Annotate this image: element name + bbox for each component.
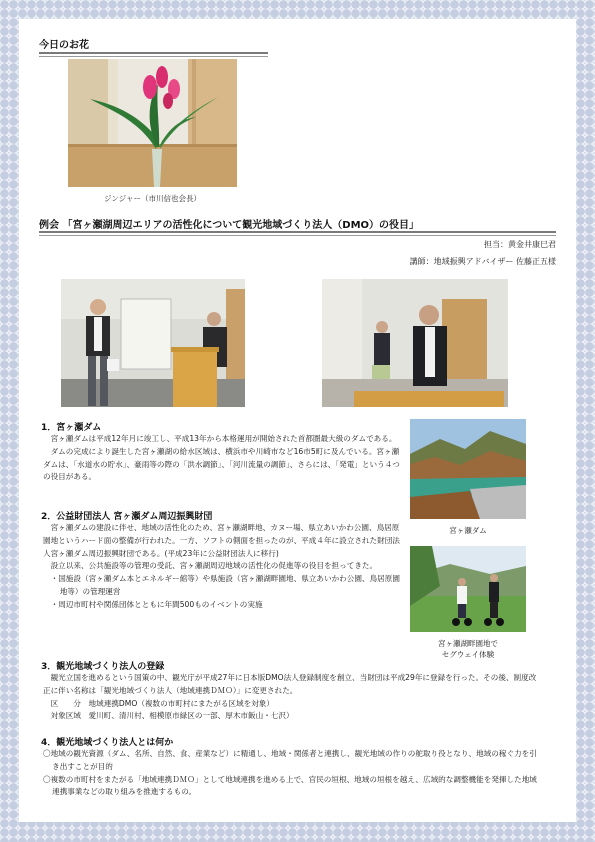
dam-caption: 宮ヶ瀬ダム	[449, 526, 487, 535]
flower-header-rule	[39, 52, 268, 54]
newsletter-page	[19, 19, 576, 822]
segway-photo	[410, 546, 526, 632]
talk-title-rule-thin	[39, 235, 556, 236]
section2-body	[43, 522, 405, 612]
talk-title: 例会 「宮ヶ瀬湖周辺エリアの活性化について観光地域づくり法人（DMO）の役目」	[39, 220, 420, 231]
section3-para1: 観光立国を進めるという国策の中、観光庁が平成27年に日本版DMO法人登録制度を創立、当財団は平成29年に登録を行った。その後、制度改正に伴い名称は「観光地域づくり法人（地域連携ＤＭＯ）」に変更された。	[43, 673, 537, 695]
flower-caption: ジンジャー（市川信也会長）	[104, 194, 201, 203]
section3-row1: 区 分 地域連携DMO（複数の市町村にまたがる区域を対象）	[50, 698, 274, 708]
section2-para2: 設立以来、公共施設等の管理の受託、宮ヶ瀬湖周辺地域の活性化の促進等の役目を担ってきた。	[50, 561, 378, 571]
segway-caption-line2: セグウェイ体験	[441, 650, 495, 659]
section1-heading: 1．宮ヶ瀬ダム	[41, 423, 102, 433]
dam-photo	[410, 419, 526, 519]
section3-row2: 対象区域 愛川町、清川村、相模原市緑区の一部、厚木市飯山・七沢）	[50, 711, 294, 721]
section2-bullet1: ・国施設（宮ヶ瀬ダム本とエネルギー館等）や県施設（宮ヶ瀬湖畔園地、県立あいかわ公園、鳥居原園地等）の管理運営	[50, 574, 400, 596]
talk-speaker: 講師：地域振興アドバイザー 佐藤正五様	[409, 257, 556, 266]
section2-heading: 2．公益財団法人 宮ヶ瀬ダム周辺振興財団	[41, 512, 213, 522]
meeting-photo-right	[322, 279, 508, 407]
section1-para1: 宮ヶ瀬ダムは平成12年月に竣工し、平成13年から本格運用が開始された首都圏最大級のダムである。	[50, 434, 397, 443]
segway-caption-line1: 宮ヶ瀬湖畔園地で	[438, 639, 498, 648]
section3-body	[43, 672, 543, 723]
talk-title-rule	[39, 231, 556, 233]
section2-bullet2: ・周辺市町村や関係団体とともに年間500ものイベントの実施	[50, 599, 263, 609]
talk-host: 担当：黄金井康巳君	[484, 240, 556, 249]
section1-para2: ダムの完成により誕生した宮ヶ瀬湖の給水区域は、横浜市や川崎市など16市5町に及んでいる。宮ヶ瀬ダムは、「水道水の貯水」、豪雨等の際の「洪水調節」、「河川流量の調節」、さらには、「発電」という４つの役目がある。	[43, 446, 400, 482]
meeting-photo-left	[61, 279, 245, 407]
section4-bullet1: 〇地域の観光資源（ダム、名所、自然、食、産業など）に精通し、地域・関係者と連携し、観光地域の作りの舵取り役となり、地域の稼ぐ力を引き出すことが目的	[43, 749, 537, 771]
flower-photo	[68, 59, 237, 187]
section2-para1: 宮ヶ瀬ダムの建設に伴せ、地域の活性化のため、宮ヶ瀬湖畔地、カヌー場、県立あいかわ公園、鳥居原園地というハード面の整備が行われた。一方、ソフトの側面を担ったのが、平成４年に設立された財団法人宮ヶ瀬ダム周辺振興財団である。(平成23年に公益財団法人に移行)	[43, 523, 400, 558]
section1-body	[43, 433, 405, 484]
section4-body	[43, 748, 543, 799]
section3-heading: 3．観光地域づくり法人の登録	[41, 662, 165, 672]
section4-heading: 4．観光地域づくり法人とは何か	[41, 738, 174, 748]
section4-bullet2: 〇複数の市町村をまたがる「地域連携ＤＭＯ」として地域連携を進める上で、官民の垣根、地域の垣根を越え、広域的な調整機能を発揮した地域連携事業などの取り組みを推進するもの。	[43, 774, 537, 797]
flower-header-rule-thin	[39, 56, 268, 57]
flower-section-header: 今日のお花	[39, 40, 89, 51]
